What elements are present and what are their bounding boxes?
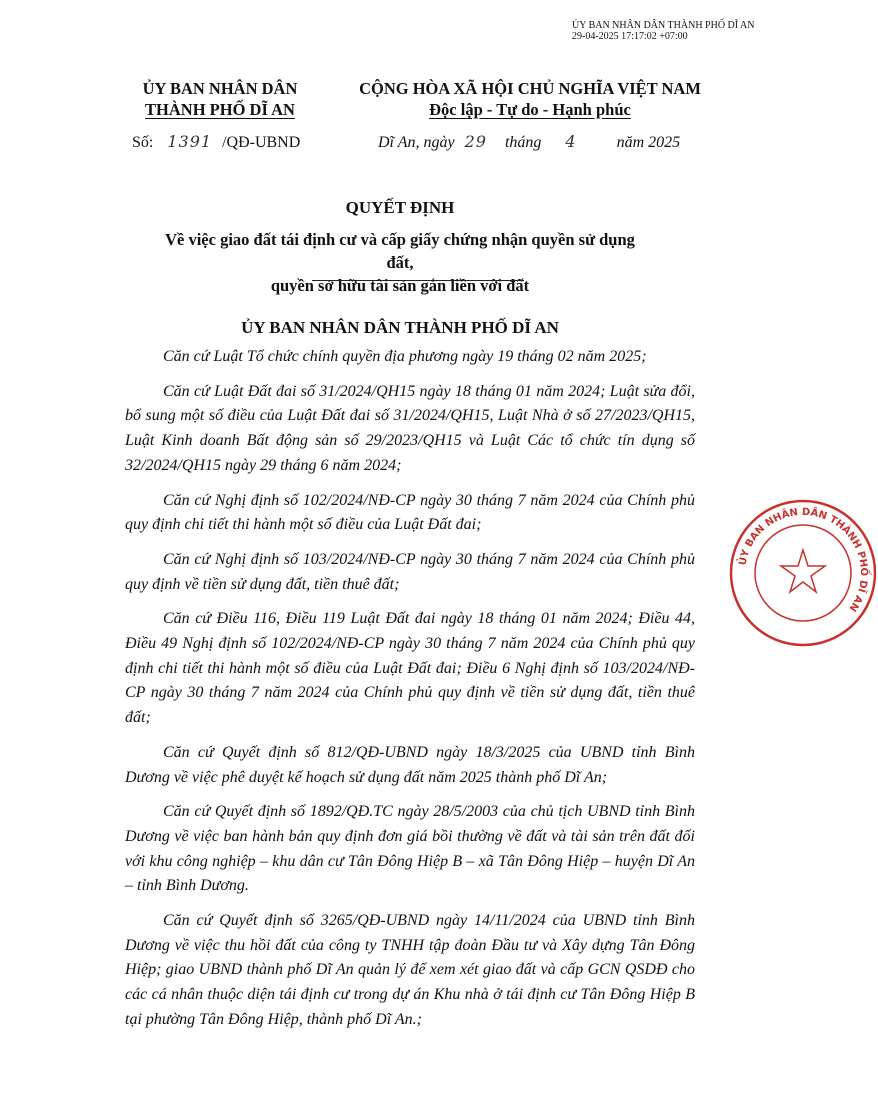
legal-basis-paragraph: Căn cứ Điều 116, Điều 119 Luật Đất đai ngày 18 tháng 01 năm 2024; Điều 44, Điều 49 Nghị định số 102/2024/NĐ-CP ngày 30 tháng 7 năm 2024 của Chính phủ quy định chi tiết thi hành một số điều của Luật Đất đai; Điều 6 Nghị định số 103/2024/NĐ-CP ngày 30 tháng 7 năm 2024 của Chính phủ quy định về tiền sử dụng đất, tiền thuê đất; <box>125 610 695 727</box>
legal-basis-paragraph: Căn cứ Quyết định số 812/QĐ-UBND ngày 18/3/2025 của UBND tỉnh Bình Dương về việc phê duyệt kế hoạch sử dụng đất năm 2025 thành phố Dĩ An; <box>125 743 695 786</box>
legal-basis-section <box>125 345 695 1043</box>
number-handwritten: 1391 <box>167 132 213 151</box>
digital-signature-block <box>572 20 794 42</box>
legal-basis-paragraph: Căn cứ Luật Đất đai số 31/2024/QH15 ngày 18 tháng 01 năm 2024; Luật sửa đổi, bổ sung một số điều của Luật Đất đai số 31/2024/QH15, Luật Nhà ở số 27/2023/QH15, Luật Kinh doanh Bất động sản số 29/2023/QH15 và Luật Các tổ chức tín dụng số 32/2024/QH15 ngày 29 tháng 6 năm 2024; <box>125 382 695 474</box>
date-month-word: tháng <box>504 134 542 151</box>
number-prefix: Số: <box>132 134 154 151</box>
nation-name: CỘNG HÒA XÃ HỘI CHỦ NGHĨA VIỆT NAM <box>359 79 701 98</box>
signature-timestamp: 29-04-2025 17:17:02 +07:00 <box>572 31 688 42</box>
legal-basis-paragraph: Căn cứ Nghị định số 103/2024/NĐ-CP ngày 30 tháng 7 năm 2024 của Chính phủ quy định về tiền sử dụng đất, tiền thuê đất; <box>125 550 695 593</box>
title-divider <box>312 280 524 281</box>
legal-basis-paragraph: Căn cứ Quyết định số 1892/QĐ.TC ngày 28/5/2003 của chủ tịch UBND tỉnh Bình Dương về việc ban hành bản quy định đơn giá bồi thường về đất và tài sản trên đất đối với khu công nghiệp – khu dân cư Tân Đông Hiệp B – xã Tân Đông Hiệp – huyện Dĩ An – tỉnh Bình Dương. <box>125 803 695 895</box>
document-number <box>132 132 300 152</box>
issue-date <box>378 132 680 152</box>
signature-issuer: ỦY BAN NHÂN DÂN THÀNH PHỐ DĨ AN <box>572 20 755 31</box>
legal-basis-paragraph: Căn cứ Quyết định số 3265/QĐ-UBND ngày 14/11/2024 của UBND tỉnh Bình Dương về việc thu hồi đất của công ty TNHH tập đoàn Đầu tư và Xây dựng Tân Đông Hiệp; giao UBND thành phố Dĩ An quản lý để xem xét giao đất và cấp GCN QSDĐ cho các cá nhân thuộc diện tái định cư trong dự án Khu nhà ở tái định cư Tân Đông Hiệp B tại phường Tân Đông Hiệp, thành phố Dĩ An.; <box>125 912 695 1028</box>
date-year: năm 2025 <box>616 134 681 151</box>
subject-line-2: quyền sở hữu tài sản gắn liền với đất <box>270 276 530 295</box>
agency-line-2: THÀNH PHỐ DĨ AN <box>145 100 295 119</box>
national-motto: Độc lập - Tự do - Hạnh phúc <box>429 100 631 119</box>
date-month: 4 <box>565 132 577 151</box>
legal-basis-paragraph: Căn cứ Nghị định số 102/2024/NĐ-CP ngày 30 tháng 7 năm 2024 của Chính phủ quy định chi tiết thi hành một số điều của Luật Đất đai; <box>125 491 695 534</box>
document-subject <box>150 228 650 297</box>
number-suffix: /QĐ-UBND <box>222 134 301 151</box>
legal-basis-paragraph: Căn cứ Luật Tổ chức chính quyền địa phương ngày 19 tháng 02 năm 2025; <box>163 348 647 365</box>
date-day: 29 <box>464 132 487 151</box>
subject-line-1: Về việc giao đất tái định cư và cấp giấy chứng nhận quyền sử dụng đất, <box>165 230 635 272</box>
official-seal-stamp <box>728 498 878 648</box>
agency-line-1: ỦY BAN NHÂN DÂN <box>142 79 298 98</box>
issuing-agency-header <box>110 78 330 120</box>
document-title: QUYẾT ĐỊNH <box>345 198 455 217</box>
date-prefix: Dĩ An, ngày <box>378 134 455 151</box>
issuing-authority: ỦY BAN NHÂN DÂN THÀNH PHỐ DĨ AN <box>241 318 559 337</box>
national-header <box>330 78 730 120</box>
svg-text:ỦY BAN NHÂN DÂN THÀNH PHỐ DĨ A: ỦY BAN NHÂN DÂN THÀNH PHỐ DĨ AN <box>737 506 870 614</box>
